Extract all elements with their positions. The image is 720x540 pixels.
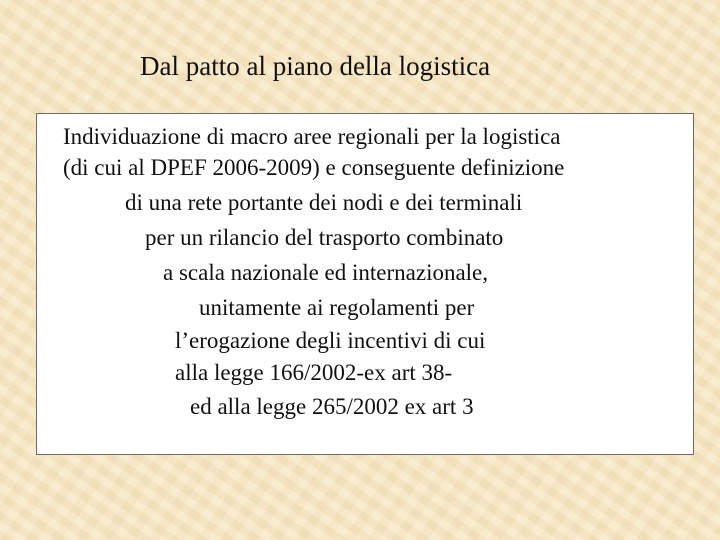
content-box xyxy=(36,113,694,455)
body-line: di una rete portante dei nodi e dei terminali xyxy=(125,190,523,215)
body-line: ed alla legge 265/2002 ex art 3 xyxy=(190,394,474,419)
body-line: (di cui al DPEF 2006-2009) e conseguente definizione xyxy=(63,155,565,180)
body-line: alla legge 166/2002-ex art 38- xyxy=(175,360,453,385)
slide-title: Dal patto al piano della logistica xyxy=(140,51,491,81)
body-line: per un rilancio del trasporto combinato xyxy=(145,225,504,250)
body-line: a scala nazionale ed internazionale, xyxy=(163,260,489,285)
body-line: unitamente ai regolamenti per xyxy=(199,295,475,320)
body-line: Individuazione di macro aree regionali per la logistica xyxy=(63,124,561,149)
body-line: l’erogazione degli incentivi di cui xyxy=(175,328,486,353)
